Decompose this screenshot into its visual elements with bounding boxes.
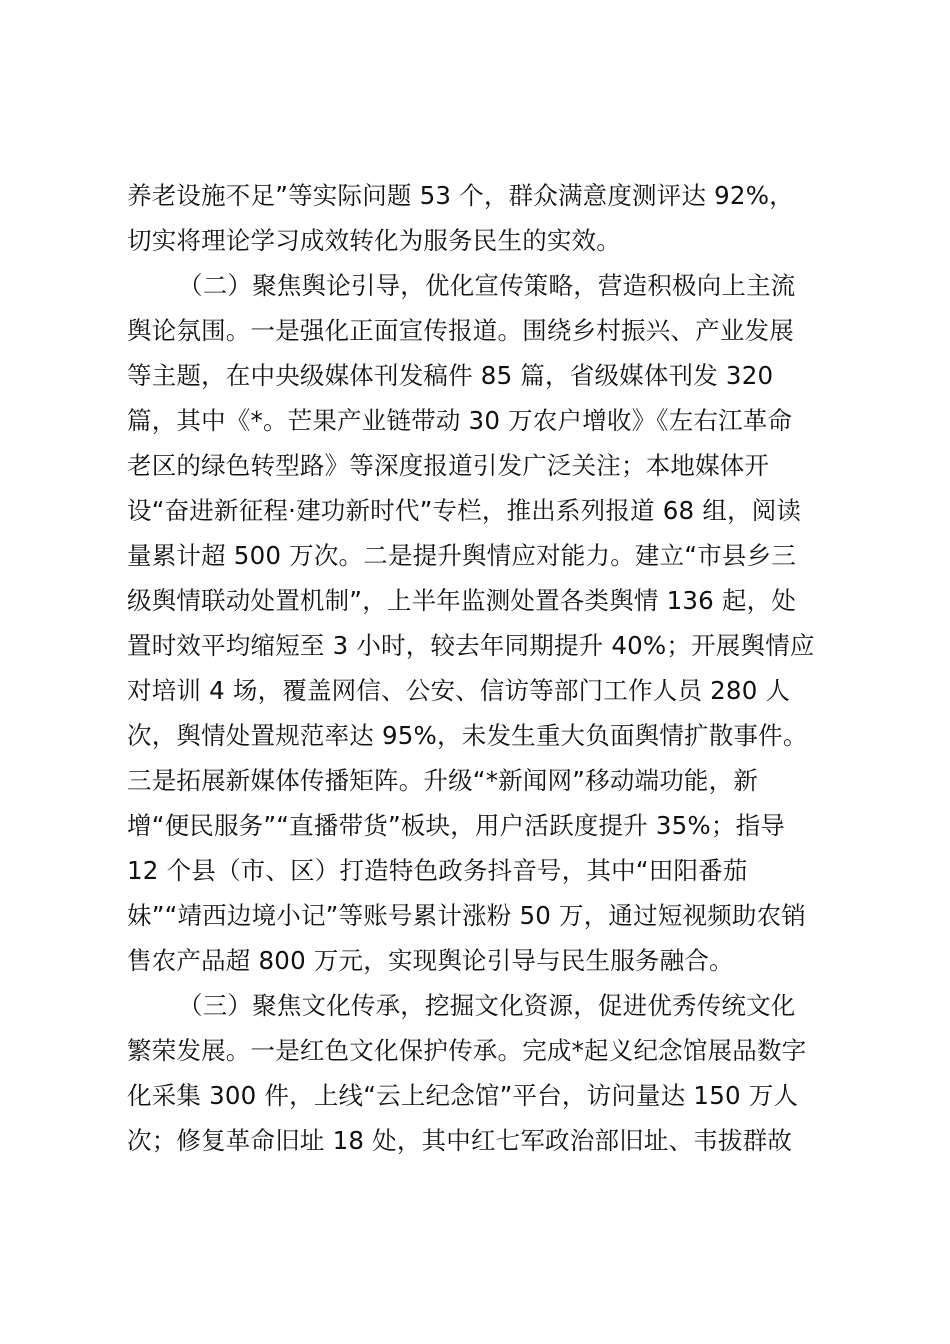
text-line: 置时效平均缩短至 3 小时，较去年同期提升 40%；开展舆情应 [127, 631, 815, 660]
text-line: 设“奋进新征程·建功新时代”专栏，推出系列报道 68 组，阅读 [127, 496, 802, 525]
text-line: 级舆情联动处置机制”，上半年监测处置各类舆情 136 起，处 [127, 586, 797, 615]
text-line: 12 个县（市、区）打造特色政务抖音号，其中“田阳番茄 [127, 856, 748, 885]
text-line: 养老设施不足”等实际问题 53 个，群众满意度测评达 92%， [127, 181, 794, 210]
text-line: 等主题，在中央级媒体刊发稿件 85 篇，省级媒体刊发 320 [127, 361, 774, 390]
text-line: 繁荣发展。一是红色文化保护传承。完成*起义纪念馆展品数字 [127, 1036, 807, 1065]
text-line: 增“便民服务”“直播带货”板块，用户活跃度提升 35%；指导 [127, 811, 786, 840]
text-line: 妹”“靖西边境小记”等账号累计涨粉 50 万，通过短视频助农销 [127, 901, 807, 930]
text-line: 次；修复革命旧址 18 处，其中红七军政治部旧址、韦拔群故 [127, 1126, 793, 1155]
text-line: 售农产品超 800 万元，实现舆论引导与民生服务融合。 [127, 946, 734, 975]
text-line: 老区的绿色转型路》等深度报道引发广泛关注；本地媒体开 [127, 451, 770, 480]
text-line: 切实将理论学习成效转化为服务民生的实效。 [127, 226, 621, 255]
text-line: 三是拓展新媒体传播矩阵。升级“*新闻网”移动端功能，新 [127, 766, 759, 795]
text-line: 次，舆情处置规范率达 95%，未发生重大负面舆情扩散事件。 [127, 721, 808, 750]
section-heading-line: （二）聚焦舆论引导，优化宣传策略，营造积极向上主流 [178, 271, 796, 300]
section-heading-line: （三）聚焦文化传承，挖掘文化资源，促进优秀传统文化 [178, 991, 796, 1020]
text-line: 篇，其中《*。芒果产业链带动 30 万农户增收》《左右江革命 [127, 406, 793, 435]
text-line: 舆论氛围。一是强化正面宣传报道。围绕乡村振兴、产业发展 [127, 316, 794, 345]
text-line: 化采集 300 件，上线“云上纪念馆”平台，访问量达 150 万人 [127, 1081, 799, 1110]
text-line: 量累计超 500 万次。二是提升舆情应对能力。建立“市县乡三 [127, 541, 797, 570]
text-line: 对培训 4 场，覆盖网信、公安、信访等部门工作人员 280 人 [127, 676, 791, 705]
